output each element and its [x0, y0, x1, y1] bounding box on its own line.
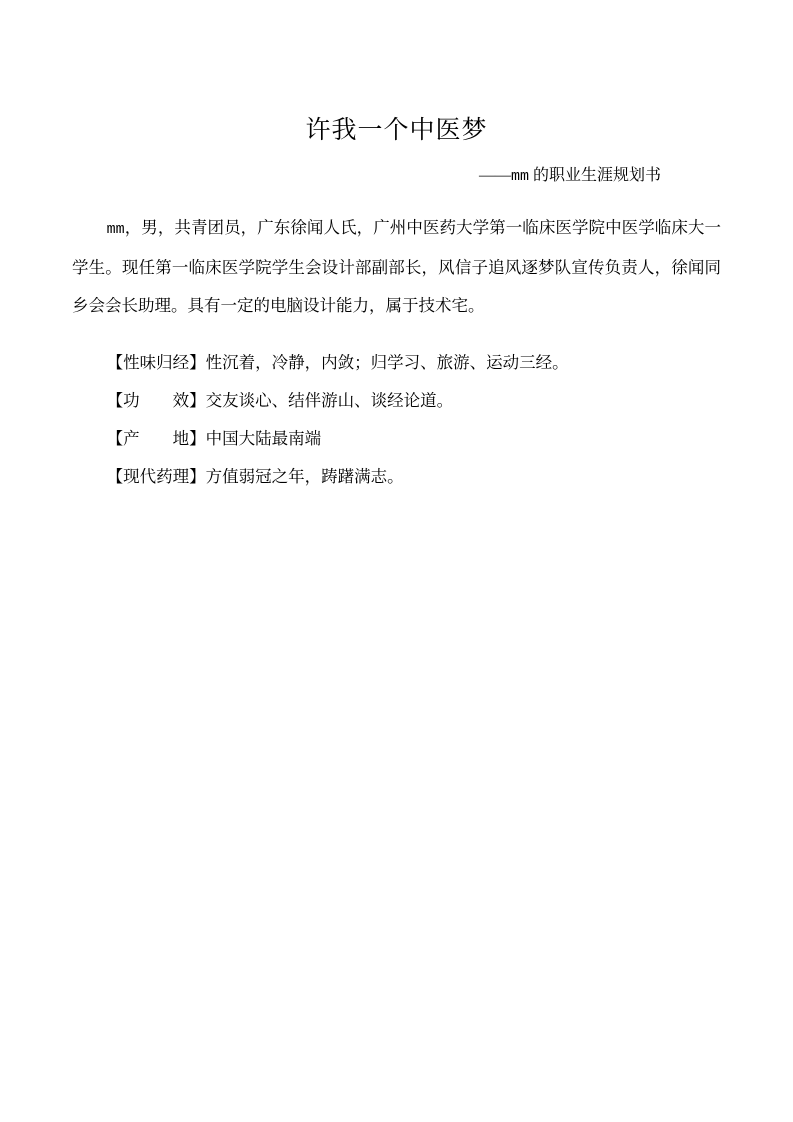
entry-value-3: 中国大陆最南端 [205, 428, 322, 448]
document-subtitle [72, 164, 721, 189]
entry-value-1: 性沉着，冷静，内敛；归学习、旅游、运动三经。 [205, 352, 569, 372]
entry-line-2 [72, 382, 721, 420]
entry-line-4 [72, 458, 721, 496]
subtitle-suffix: 的职业生涯规划书 [528, 167, 661, 184]
entry-value-2: 交友谈心、结伴游山、谈经论道。 [205, 390, 454, 410]
subtitle-author-name: mm [510, 168, 529, 185]
intro-name: mm [106, 221, 125, 238]
page-title: 许我一个中医梦 [305, 117, 488, 144]
intro-text: ，男，共青团员，广东徐闻人氏，广州中医药大学第一临床医学院中医学临床大一学生。现任第一临床医学院学生会设计部副部长，风信子追风逐梦队宣传负责人，徐闻同乡会会长助理。具有一定的电脑设计能力，属于技术宅。 [72, 218, 721, 315]
entry-label-3: 【产 地】 [106, 428, 206, 448]
intro-paragraph [72, 209, 721, 325]
entry-label-1: 【性味归经】 [106, 352, 206, 372]
entry-line-3 [72, 420, 721, 458]
entry-line-1 [72, 344, 721, 382]
subtitle-dash: —— [478, 167, 511, 184]
entry-label-2: 【功 效】 [106, 390, 206, 410]
entry-value-4: 方值弱冠之年，踌躇满志。 [205, 466, 404, 486]
entry-label-4: 【现代药理】 [106, 466, 206, 486]
